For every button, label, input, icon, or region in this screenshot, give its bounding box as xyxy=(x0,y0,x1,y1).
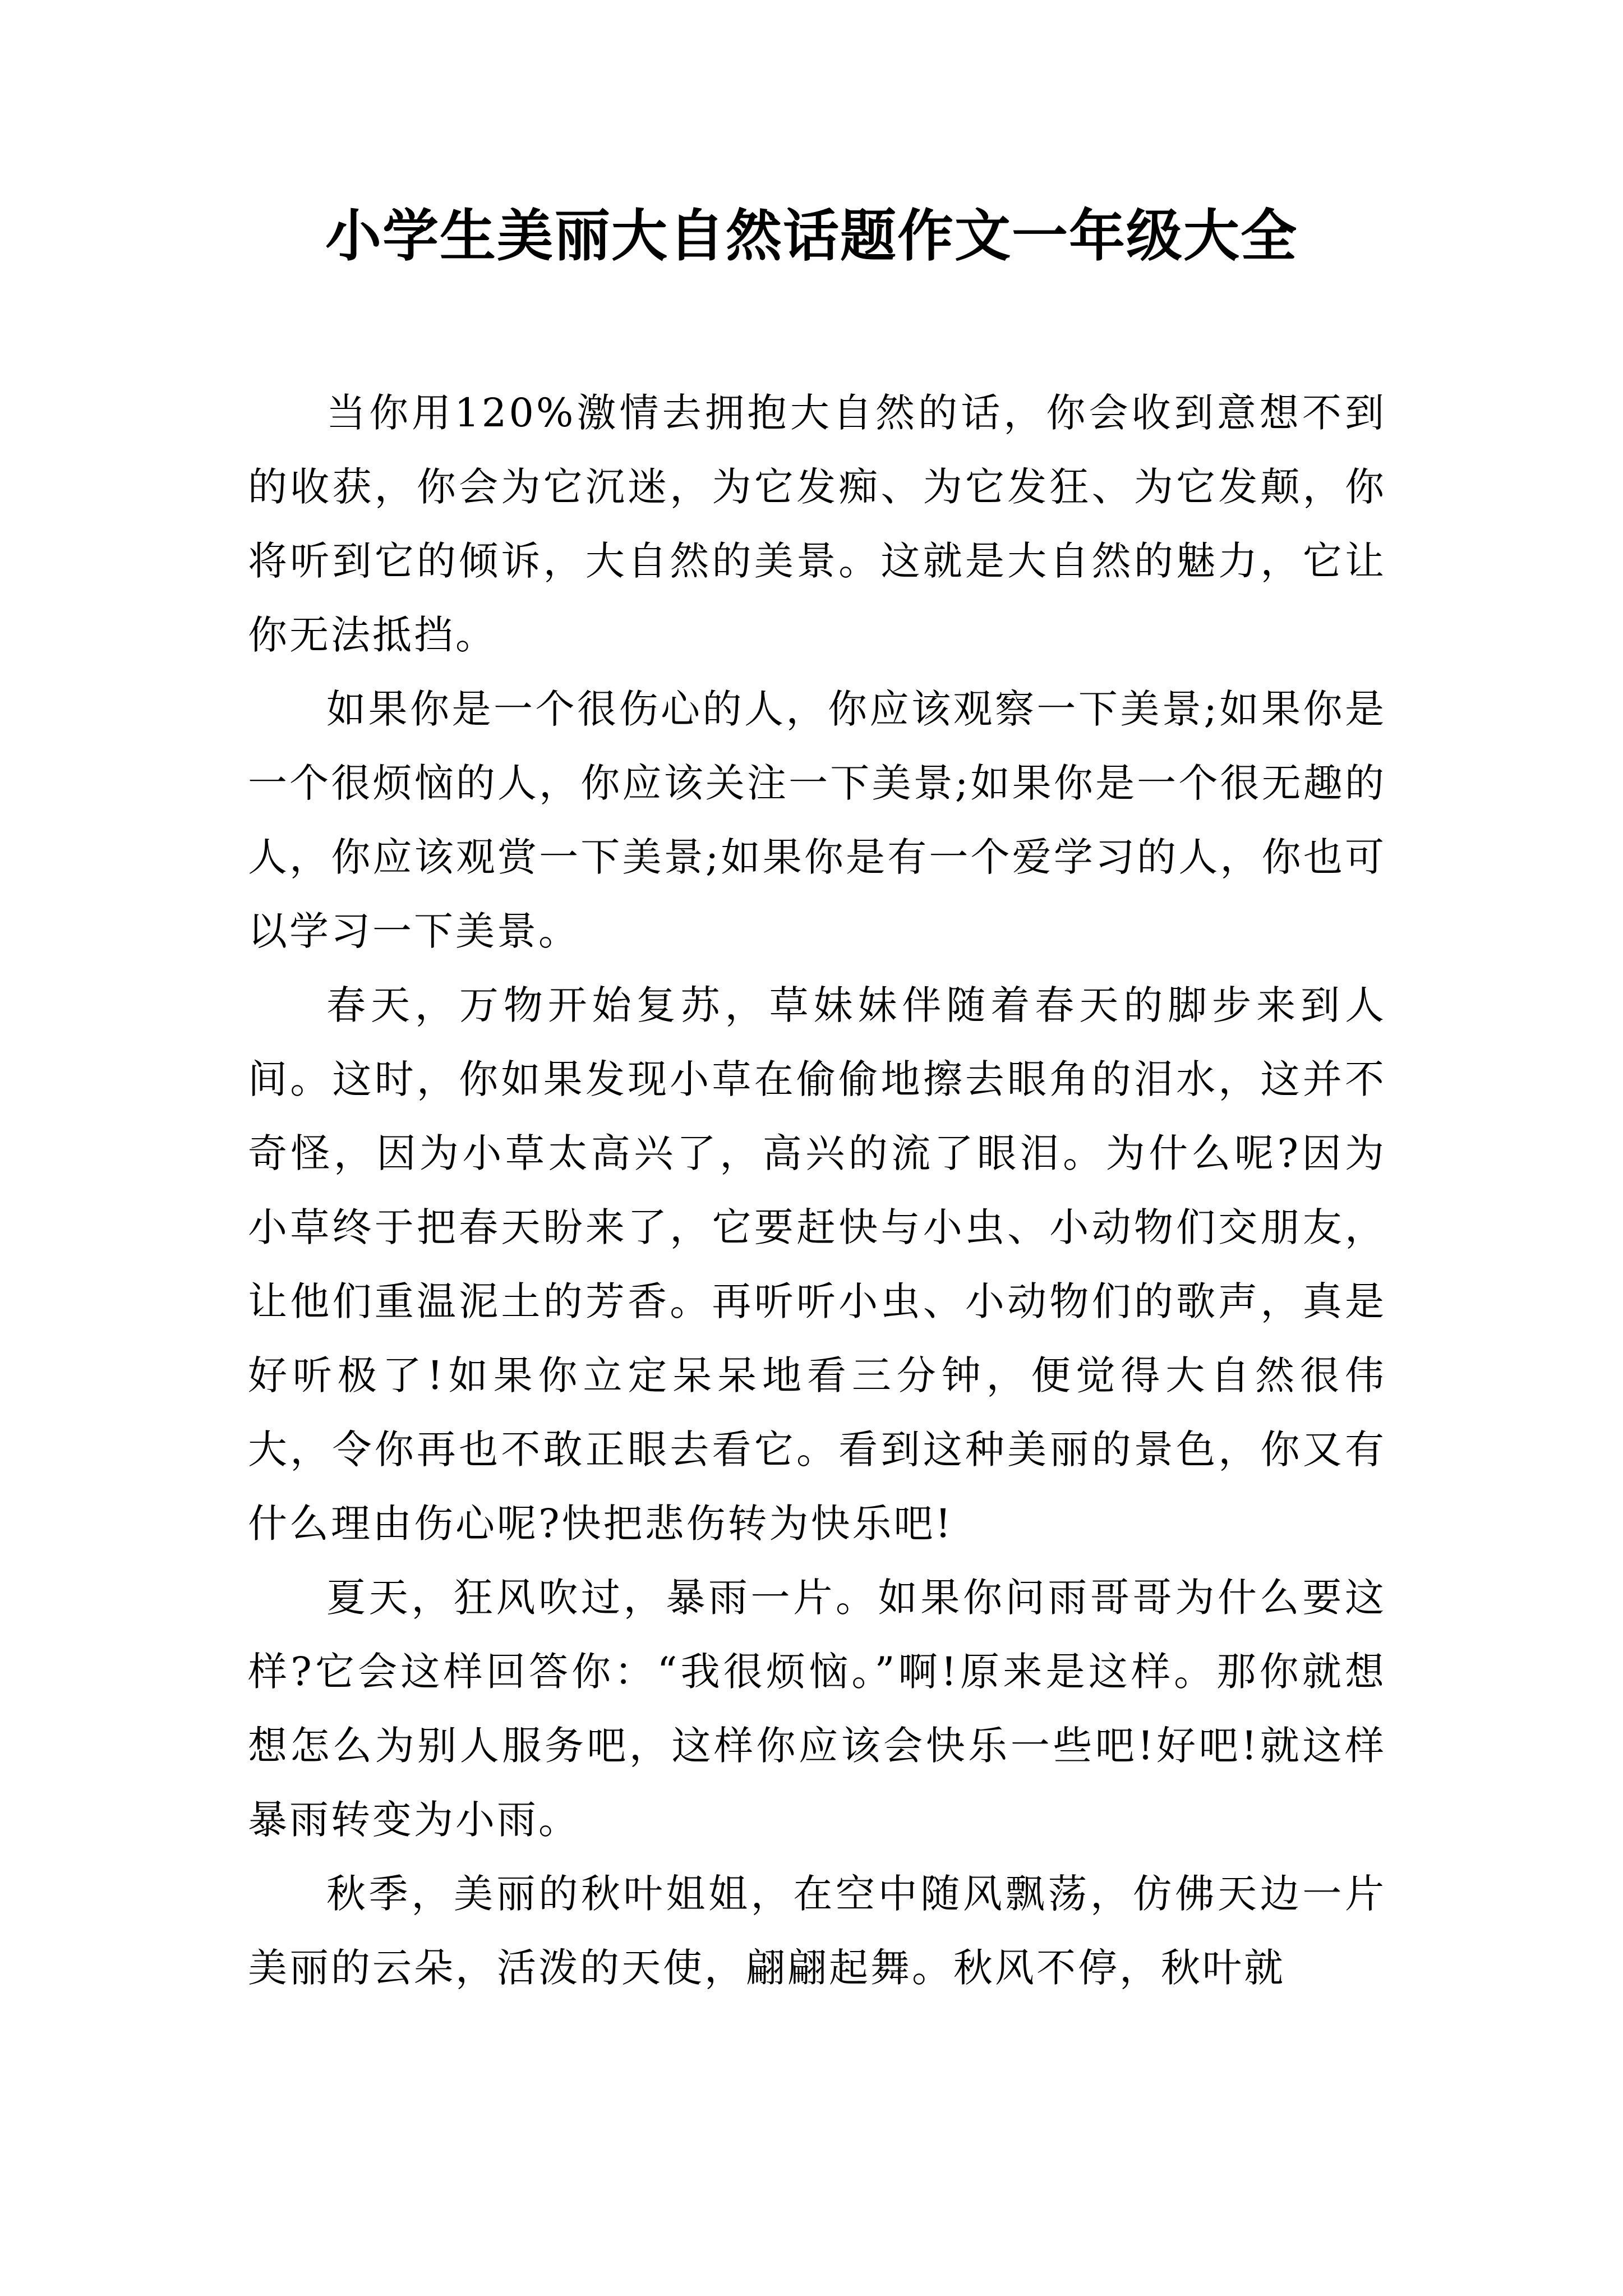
document-body xyxy=(248,376,1386,2005)
document-title: 小学生美丽大自然话题作文一年级大全 xyxy=(325,203,1298,269)
paragraph: 夏天，狂风吹过，暴雨一片。如果你问雨哥哥为什么要这样?它会这样回答你：“我很烦恼。”啊!原来是这样。那你就想想怎么为别人服务吧，这样你应该会快乐一些吧!好吧!就这样暴雨转变为小雨。 xyxy=(248,1575,1386,1843)
paragraph: 当你用120%激情去拥抱大自然的话，你会收到意想不到的收获，你会为它沉迷，为它发痴、为它发狂、为它发颠，你将听到它的倾诉，大自然的美景。这就是大自然的魅力，它让你无法抵挡。 xyxy=(248,390,1386,658)
paragraph: 秋季，美丽的秋叶姐姐，在空中随风飘荡，仿佛天边一片美丽的云朵，活泼的天使，翩翩起舞。秋风不停，秋叶就 xyxy=(248,1871,1386,1991)
paragraph: 春天，万物开始复苏，草妹妹伴随着春天的脚步来到人间。这时，你如果发现小草在偷偷地擦去眼角的泪水，这并不奇怪，因为小草太高兴了，高兴的流了眼泪。为什么呢?因为小草终于把春天盼来了，它要赶快与小虫、小动物们交朋友，让他们重温泥土的芳香。再听听小虫、小动物们的歌声，真是好听极了!如果你立定呆呆地看三分钟，便觉得大自然很伟大，令你再也不敢正眼去看它。看到这种美丽的景色，你又有什么理由伤心呢?快把悲伤转为快乐吧! xyxy=(248,982,1386,1547)
paragraph: 如果你是一个很伤心的人，你应该观察一下美景;如果你是一个很烦恼的人，你应该关注一下美景;如果你是一个很无趣的人，你应该观赏一下美景;如果你是有一个爱学习的人，你也可以学习一下美景。 xyxy=(248,686,1386,954)
